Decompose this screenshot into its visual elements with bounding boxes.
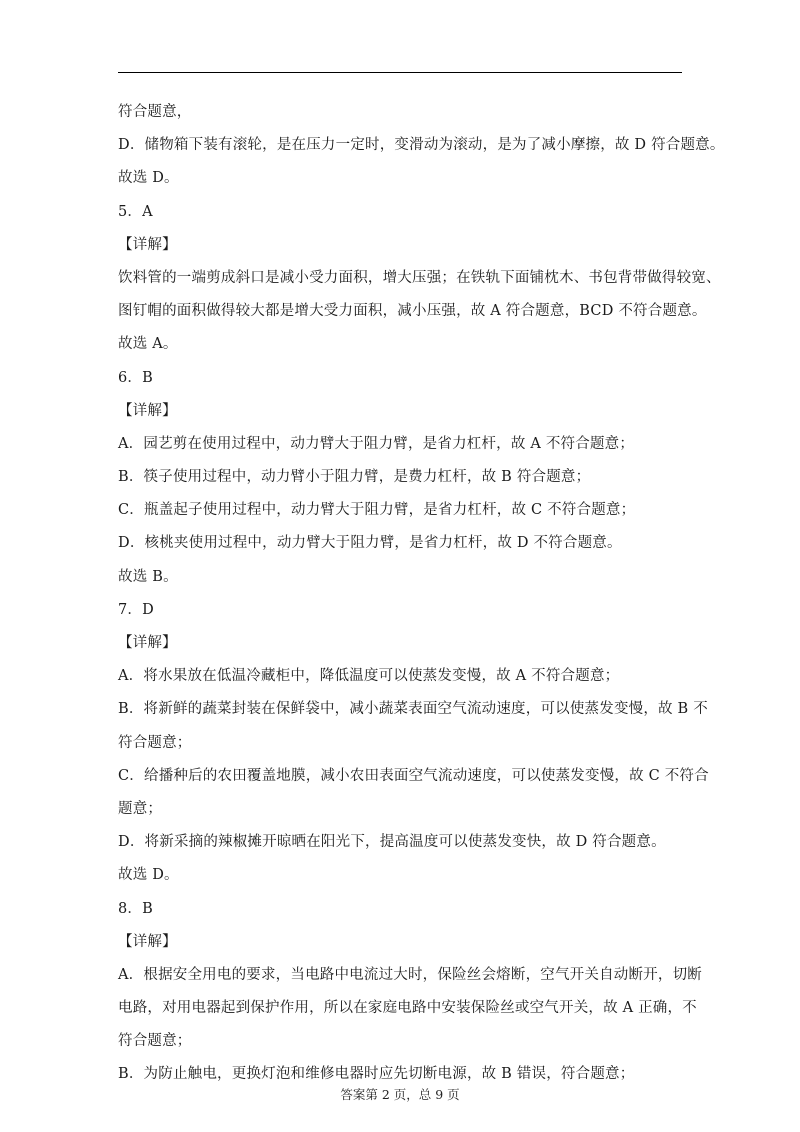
- text-line: C．瓶盖起子使用过程中，动力臂大于阻力臂，是省力杠杆，故 C 不符合题意；: [118, 502, 636, 519]
- answer-text-body: [118, 96, 725, 1092]
- text-line: 题意；: [118, 800, 163, 817]
- question-number: 8．B: [118, 900, 153, 917]
- text-line: B．为防止触电，更换灯泡和维修电器时应先切断电源，故 B 错误，符合题意；: [118, 1066, 635, 1083]
- question-number: 5．A: [118, 203, 153, 220]
- text-line: 图钉帽的面积做得较大都是增大受力面积，减小压强，故 A 符合题意，BCD 不符合题意。: [118, 303, 707, 320]
- text-line: 符合题意，: [118, 104, 192, 120]
- text-line: 故选 B。: [118, 568, 178, 585]
- question-number: 6．B: [118, 369, 153, 386]
- text-line: C．给播种后的农田覆盖地膜，减小农田表面空气流动速度，可以使蒸发变慢，故 C 不符合: [118, 767, 709, 784]
- text-line: 故选 D。: [118, 170, 179, 187]
- section-heading: 【详解】: [118, 402, 177, 419]
- text-line: D．将新采摘的辣椒摊开晾晒在阳光下，提高温度可以使蒸发变快，故 D 符合题意。: [118, 834, 666, 851]
- text-line: 符合题意；: [118, 734, 192, 751]
- text-line: A．园艺剪在使用过程中，动力臂大于阻力臂，是省力杠杆，故 A 不符合题意；: [118, 435, 635, 452]
- text-line: A．根据安全用电的要求，当电路中电流过大时，保险丝会熔断，空气开关自动断开，切断: [118, 966, 702, 983]
- section-heading: 【详解】: [118, 933, 177, 950]
- text-line: A．将水果放在低温冷藏柜中，降低温度可以使蒸发变慢，故 A 不符合题意；: [118, 668, 620, 685]
- question-number: 7．D: [118, 601, 154, 618]
- text-line: 故选 D。: [118, 867, 179, 884]
- section-heading: 【详解】: [118, 236, 177, 253]
- text-line: 电路，对用电器起到保护作用，所以在家庭电路中安装保险丝或空气开关，故 A 正确，不: [118, 1000, 697, 1017]
- text-line: 饮料管的一端剪成斜口是减小受力面积，增大压强；在铁轨下面铺枕木、书包背带做得较宽、: [118, 269, 721, 286]
- text-line: 故选 A。: [118, 336, 178, 353]
- text-line: D．储物箱下装有滚轮，是在压力一定时，变滑动为滚动，是为了减小摩擦，故 D 符合题意。: [118, 137, 725, 154]
- header-rule: [118, 72, 682, 73]
- page-footer: 答案第 2 页，总 9 页: [340, 1087, 460, 1102]
- text-line: B．将新鲜的蔬菜封装在保鲜袋中，减小蔬菜表面空气流动速度，可以使蒸发变慢，故 B 不: [118, 701, 708, 718]
- text-line: B．筷子使用过程中，动力臂小于阻力臂，是费力杠杆，故 B 符合题意；: [118, 469, 591, 486]
- text-line: 符合题意；: [118, 1033, 192, 1050]
- text-line: D．核桃夹使用过程中，动力臂大于阻力臂，是省力杠杆，故 D 不符合题意。: [118, 535, 622, 552]
- section-heading: 【详解】: [118, 635, 177, 651]
